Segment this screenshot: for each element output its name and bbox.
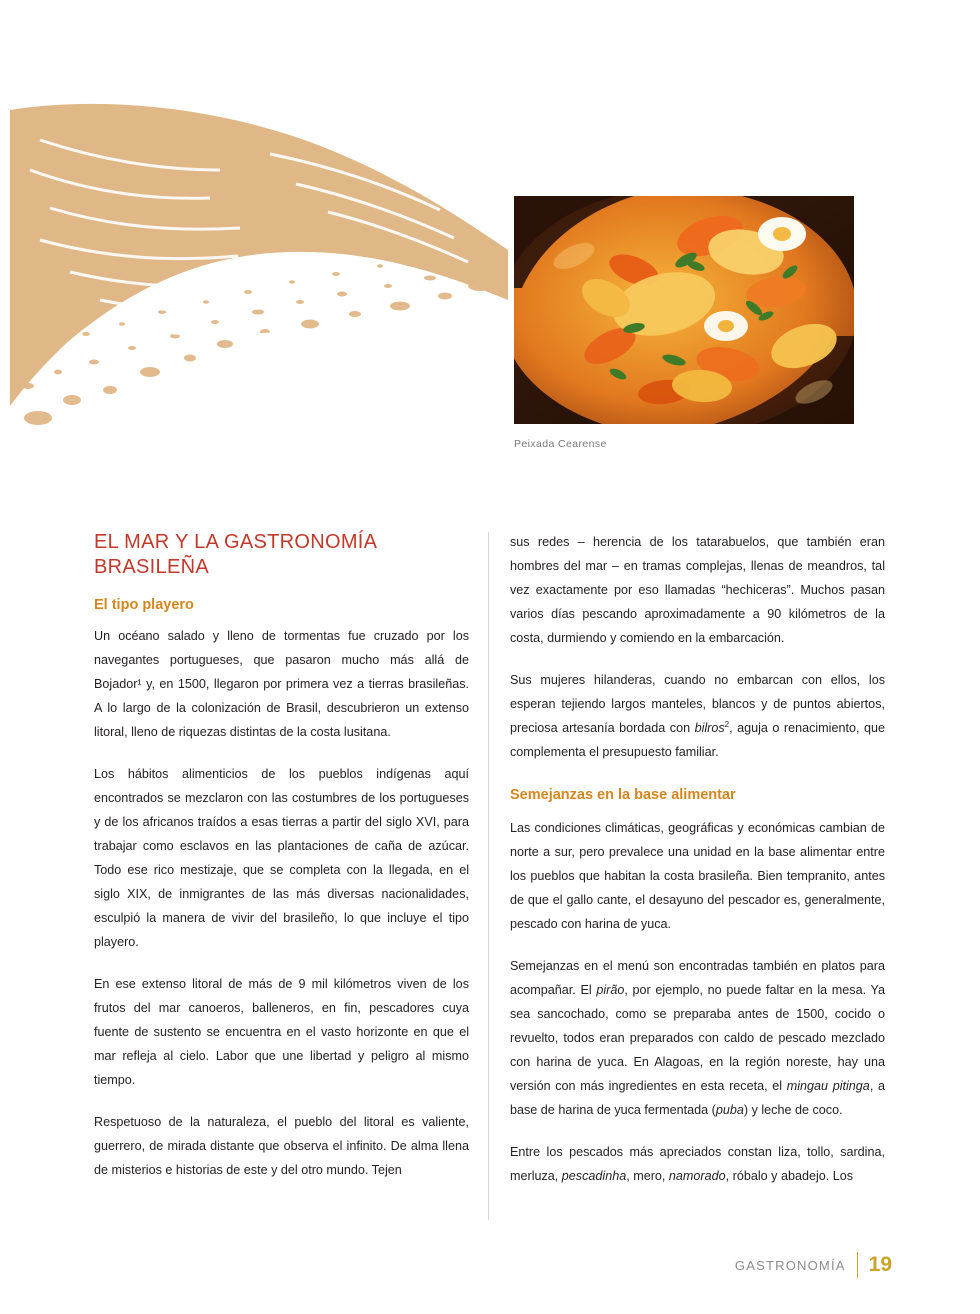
text-run: Semejanzas en el menú son encontradas también en platos para acompañar. El bbox=[510, 959, 885, 997]
paragraph bbox=[510, 1140, 885, 1188]
paragraph: Respetuoso de la naturaleza, el pueblo del litoral es valiente, guerrero, de mirada distante que observa el infinito. De alma llena de misterios e historias de este y del otro mundo. Tejen bbox=[94, 1115, 469, 1177]
article-body bbox=[94, 530, 892, 1220]
text-run: , por ejemplo, no puede faltar en la mesa. Ya sea sancochado, como se preparaba antes de 1500, cocido o revuelto, todos eran preparados con caldo de pescado mezclado con harina de yuca. En Alagoas, en la región noreste, hay una versión con más ingredientes en esta receta, el bbox=[510, 983, 885, 1093]
text-run: , róbalo y abadejo. Los bbox=[725, 1169, 854, 1183]
peixada-cearense-photo bbox=[514, 196, 854, 424]
italic-term: bilros bbox=[694, 721, 725, 735]
italic-term: mingau pitinga bbox=[786, 1079, 870, 1093]
text-run: ) y leche de coco. bbox=[743, 1103, 843, 1117]
text-run: Entre los pescados más apreciados constan liza, tollo, sardina, merluza, bbox=[510, 1145, 885, 1183]
paragraph: Las condiciones climáticas, geográficas y económicas cambian de norte a sur, pero prevalece una unidad en la base alimentar entre los pueblos que habitan la costa brasileña. Bien tempranito, antes de que el gallo cante, el desayuno del pescador es, generalmente, pescado con harina de yuca. bbox=[510, 821, 885, 931]
footnote-marker: 2 bbox=[724, 719, 730, 729]
text-run: Sus mujeres hilanderas, cuando no embarcan con ellos, los esperan tejiendo largos manteles, blancos y de puntos abiertos, preciosa artesanía bordada con bbox=[510, 673, 885, 735]
paragraph bbox=[510, 954, 885, 1122]
left-column bbox=[94, 530, 469, 1182]
paragraph: Los hábitos alimenticios de los pueblos indígenas aquí encontrados se mezclaron con las costumbres de los portugueses y de los africanos traídos a esas tierras a partir del siglo XVI, para trabajar como esclavos en las plantaciones de caña de azúcar. Todo ese rico mestizaje, que se completa con la llegada, en el siglo XIX, de inmigrantes de las más diversas nacionalidades, esculpió la manera de vivir del brasileño, lo que incluye el tipo playero. bbox=[94, 767, 469, 949]
right-column bbox=[510, 530, 885, 1188]
italic-term: pirão bbox=[596, 983, 625, 997]
text-run: , a base de harina de yuca fermentada ( bbox=[510, 1079, 885, 1117]
footer-divider bbox=[857, 1252, 858, 1278]
figure-image-container bbox=[514, 196, 854, 424]
paragraph: Un océano salado y lleno de tormentas fue cruzado por los navegantes portugueses, que pasaron mucho más allá de Bojador¹ y, en 1500, llegaron por primera vez a tierras brasileñas. A lo largo de la colonización de Brasil, descubrieron un extenso litoral, lleno de riquezas distintas de la costa lusitana. bbox=[94, 629, 469, 739]
text-run: , aguja o renacimiento, que complementa el presupuesto familiar. bbox=[510, 721, 885, 759]
italic-term: pescadinha bbox=[561, 1169, 627, 1183]
page-number: 19 bbox=[868, 1253, 892, 1276]
text-run: , mero, bbox=[626, 1169, 669, 1183]
footer-section-label: GASTRONOMÍA bbox=[734, 1257, 846, 1273]
italic-term: puba bbox=[715, 1103, 744, 1117]
page-title: EL MAR Y LA GASTRONOMÍA BRASILEÑA bbox=[94, 531, 377, 578]
column-divider bbox=[488, 532, 489, 1220]
paragraph: sus redes – herencia de los tatarabuelos, que también eran hombres del mar – en tramas complejas, llenas de meandros, tal vez exactamente por eso llamadas “hechiceras”. Muchos pasan varios días pescando aproximadamente a 90 kilómetros de la costa, durmiendo y comiendo en la embarcación. bbox=[510, 535, 885, 645]
paragraph: En ese extenso litoral de más de 9 mil kilómetros viven de los frutos del mar canoeros, balleneros, en fin, pescadores cuya fuente de sustento se encuentra en el vasto horizonte en que el mar refleja al cielo. Labor que une libertad y peligro al mismo tiempo. bbox=[94, 977, 469, 1087]
italic-term: namorado bbox=[668, 1169, 726, 1183]
subheading-semejanzas: Semejanzas en la base alimentar bbox=[510, 787, 736, 803]
paragraph bbox=[510, 668, 885, 764]
subheading-tipo-playero: El tipo playero bbox=[94, 597, 194, 613]
page-footer bbox=[735, 1252, 892, 1278]
figure-caption: Peixada Cearense bbox=[514, 438, 607, 450]
decorative-splash bbox=[10, 100, 510, 430]
